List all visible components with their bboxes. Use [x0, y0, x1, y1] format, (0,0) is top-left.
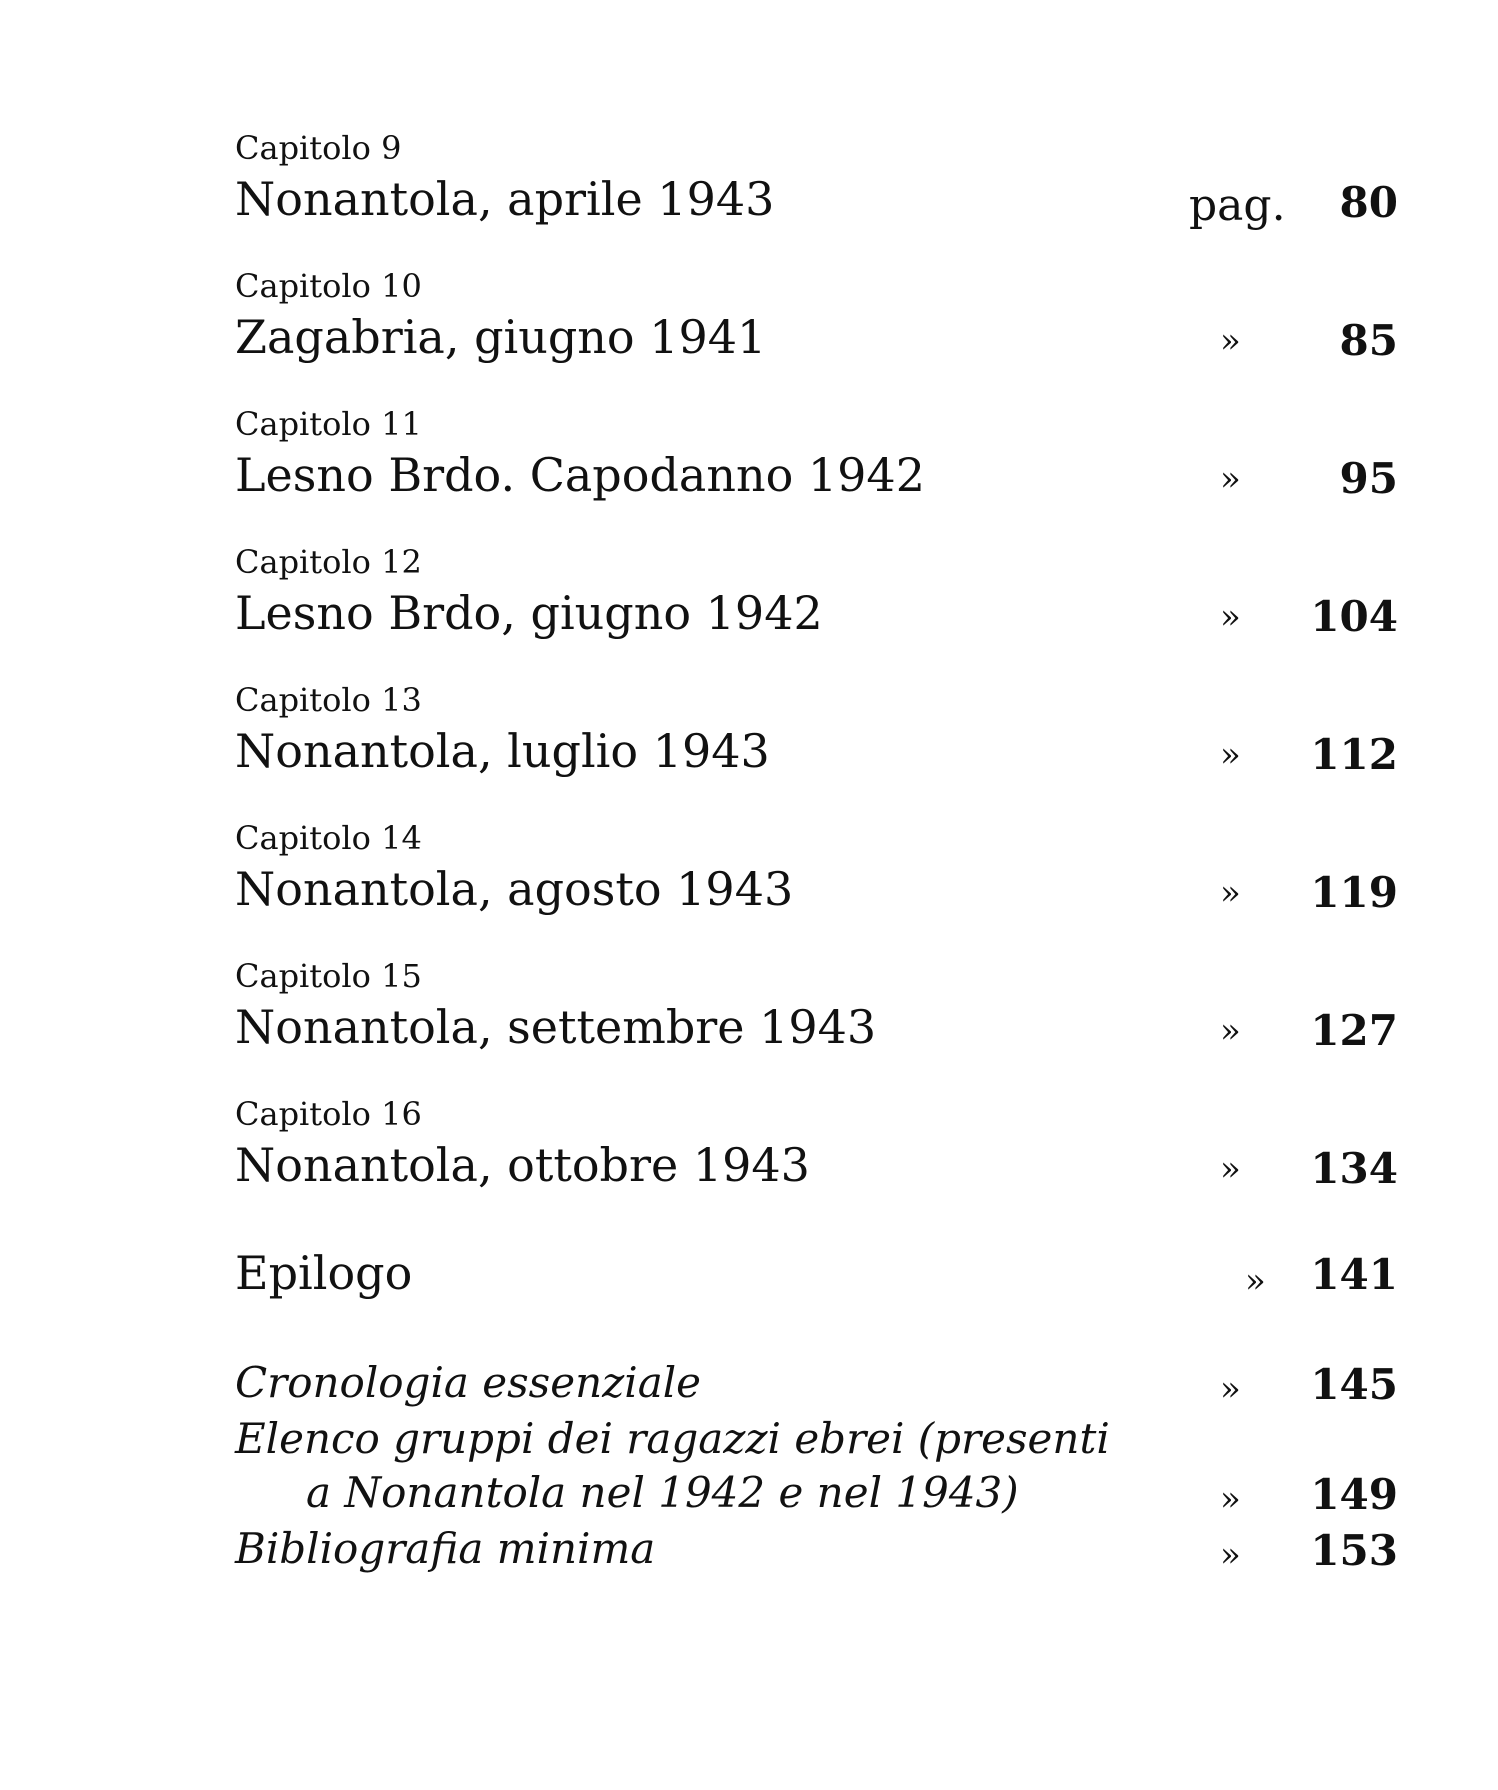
page-number: 80	[1339, 178, 1398, 227]
epilogue-title: Epilogo	[235, 1246, 413, 1300]
ditto-marker: »	[1220, 1479, 1241, 1519]
chapter-title: Zagabria, giugno 1941	[235, 310, 767, 364]
page-marker: pag.	[1189, 180, 1286, 231]
ditto-marker: »	[1220, 1011, 1241, 1051]
ditto-marker: »	[1220, 459, 1241, 499]
page-number: 127	[1310, 1006, 1398, 1055]
page-number: 104	[1310, 592, 1398, 641]
page-number: 153	[1310, 1526, 1398, 1575]
page-number: 134	[1310, 1144, 1398, 1193]
chapter-title: Nonantola, settembre 1943	[235, 1000, 877, 1054]
chapter-label: Capitolo 13	[235, 681, 422, 719]
chapter-title: Nonantola, ottobre 1943	[235, 1138, 810, 1192]
chapter-title: Nonantola, aprile 1943	[235, 172, 775, 226]
chapter-label: Capitolo 16	[235, 1095, 422, 1133]
ditto-marker: »	[1220, 873, 1241, 913]
appendix-title: Bibliografia minima	[235, 1524, 656, 1573]
chapter-title: Nonantola, luglio 1943	[235, 724, 770, 778]
page-number: 119	[1310, 868, 1398, 917]
chapter-label: Capitolo 9	[235, 129, 402, 167]
appendix-title-line-1: Elenco gruppi dei ragazzi ebrei (presenti	[235, 1414, 1110, 1463]
page-number: 145	[1310, 1360, 1398, 1409]
page-number: 95	[1339, 454, 1398, 503]
ditto-marker: »	[1220, 1369, 1241, 1409]
chapter-label: Capitolo 15	[235, 957, 422, 995]
ditto-marker: »	[1220, 1535, 1241, 1575]
page-number: 112	[1310, 730, 1398, 779]
chapter-title: Lesno Brdo, giugno 1942	[235, 586, 823, 640]
chapter-title: Nonantola, agosto 1943	[235, 862, 794, 916]
ditto-marker: »	[1220, 321, 1241, 361]
chapter-label: Capitolo 12	[235, 543, 422, 581]
appendix-title: Cronologia essenziale	[235, 1358, 702, 1407]
ditto-marker: »	[1220, 735, 1241, 775]
chapter-title: Lesno Brdo. Capodanno 1942	[235, 448, 925, 502]
page-number: 85	[1339, 316, 1398, 365]
ditto-marker: »	[1220, 597, 1241, 637]
appendix-title-line-2: a Nonantola nel 1942 e nel 1943)	[306, 1468, 1019, 1517]
chapter-label: Capitolo 14	[235, 819, 422, 857]
chapter-label: Capitolo 10	[235, 267, 422, 305]
chapter-label: Capitolo 11	[235, 405, 422, 443]
page-number: 149	[1310, 1470, 1398, 1519]
page-number: 141	[1310, 1250, 1398, 1299]
ditto-marker: »	[1220, 1149, 1241, 1189]
ditto-marker: »	[1245, 1261, 1266, 1301]
